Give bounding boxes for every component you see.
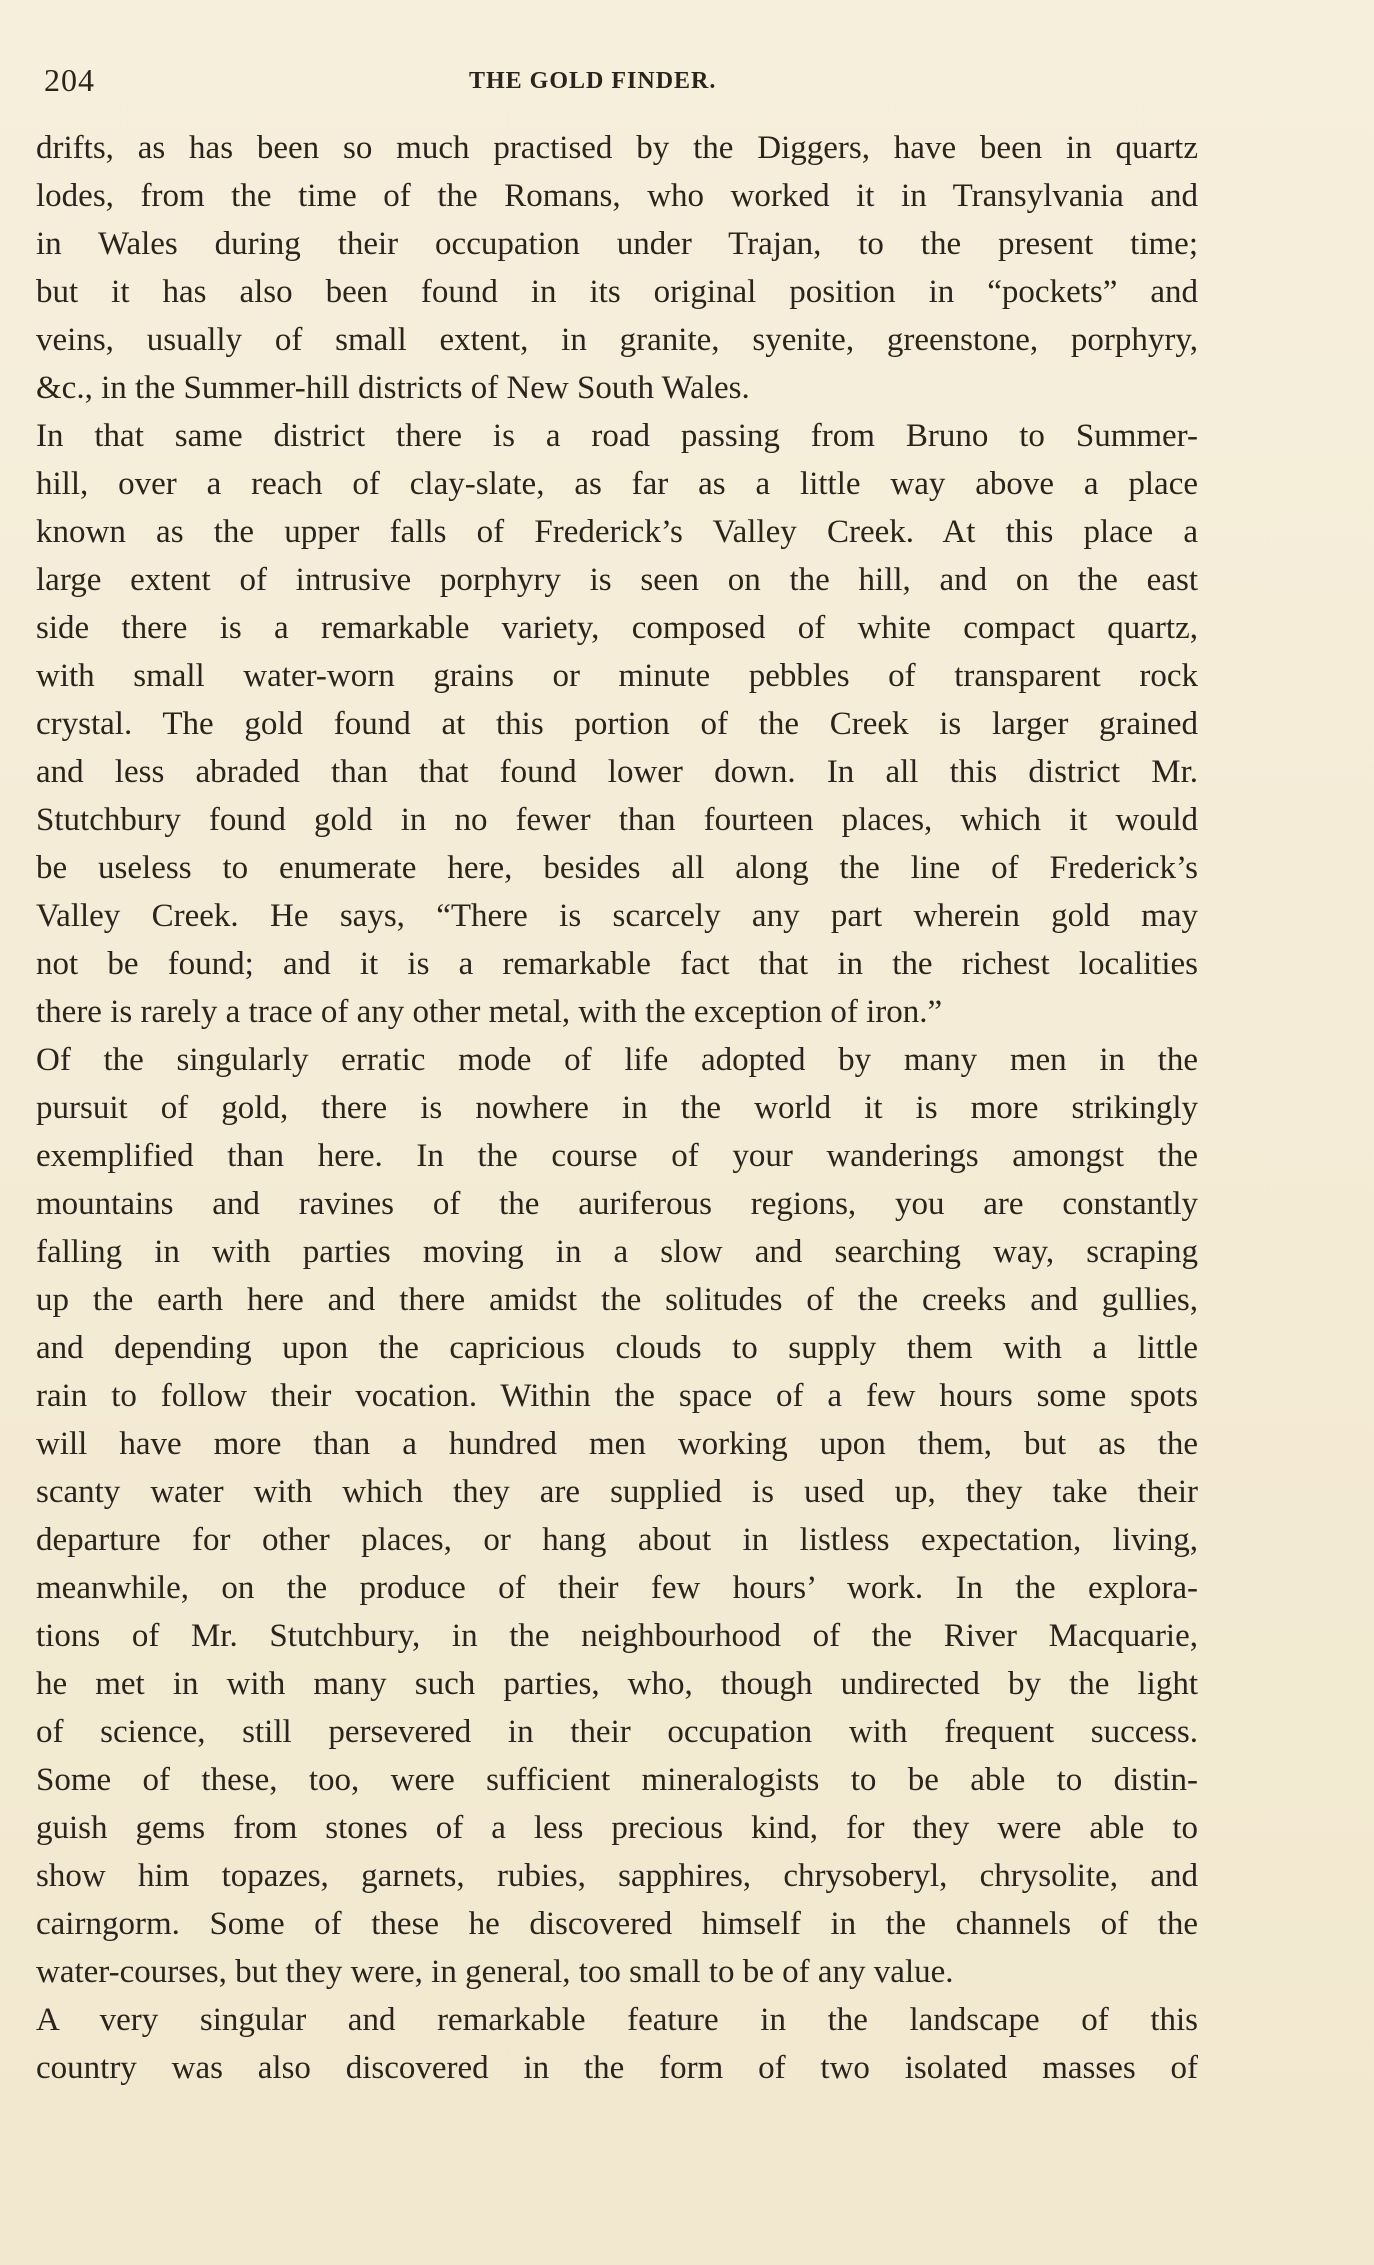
text-line: show him topazes, garnets, rubies, sapphires, chrysoberyl, chrysolite, and	[36, 1858, 1198, 1894]
text-line: falling in with parties moving in a slow and searching way, scraping	[36, 1234, 1198, 1270]
text-line: tions of Mr. Stutchbury, in the neighbourhood of the River Macquarie,	[36, 1618, 1198, 1654]
text-line: cairngorm. Some of these he discovered himself in the channels of the	[36, 1906, 1198, 1942]
text-line: but it has also been found in its original position in “pockets” and	[36, 274, 1198, 310]
text-line: meanwhile, on the produce of their few hours’ work. In the explora-	[36, 1570, 1198, 1606]
text-line: A very singular and remarkable feature in the landscape of this	[36, 2002, 1198, 2038]
text-line: in Wales during their occupation under Trajan, to the present time;	[36, 226, 1198, 262]
text-line: large extent of intrusive porphyry is seen on the hill, and on the east	[36, 562, 1198, 598]
text-line: side there is a remarkable variety, composed of white compact quartz,	[36, 610, 1198, 646]
text-line: will have more than a hundred men working upon them, but as the	[36, 1426, 1198, 1462]
text-line: Stutchbury found gold in no fewer than fourteen places, which it would	[36, 802, 1198, 838]
body-text	[36, 124, 1198, 2092]
paragraph	[36, 1036, 1198, 1996]
text-line: known as the upper falls of Frederick’s Valley Creek. At this place a	[36, 514, 1198, 550]
running-head-title: THE GOLD FINDER.	[469, 68, 717, 94]
text-line: up the earth here and there amidst the solitudes of the creeks and gullies,	[36, 1282, 1198, 1318]
text-line: country was also discovered in the form of two isolated masses of	[36, 2050, 1198, 2086]
text-line: pursuit of gold, there is nowhere in the world it is more strikingly	[36, 1090, 1198, 1126]
text-line: mountains and ravines of the auriferous regions, you are constantly	[36, 1186, 1198, 1222]
text-line: there is rarely a trace of any other metal, with the exception of iron.”	[36, 994, 943, 1030]
running-head	[44, 62, 1204, 102]
paragraph	[36, 412, 1198, 1036]
page-number: 204	[44, 62, 95, 98]
text-line: scanty water with which they are supplied is used up, they take their	[36, 1474, 1198, 1510]
text-line: hill, over a reach of clay-slate, as far as a little way above a place	[36, 466, 1198, 502]
text-line: be useless to enumerate here, besides all along the line of Frederick’s	[36, 850, 1198, 886]
text-line: veins, usually of small extent, in granite, syenite, greenstone, porphyry,	[36, 322, 1198, 358]
text-line: he met in with many such parties, who, though undirected by the light	[36, 1666, 1198, 1702]
text-line: &c., in the Summer-hill districts of New South Wales.	[36, 370, 750, 406]
text-line: not be found; and it is a remarkable fact that in the richest localities	[36, 946, 1198, 982]
text-line: Valley Creek. He says, “There is scarcely any part wherein gold may	[36, 898, 1198, 934]
text-line: and less abraded than that found lower down. In all this district Mr.	[36, 754, 1198, 790]
text-line: In that same district there is a road passing from Bruno to Summer-	[36, 418, 1198, 454]
text-line: guish gems from stones of a less precious kind, for they were able to	[36, 1810, 1198, 1846]
text-line: lodes, from the time of the Romans, who worked it in Transylvania and	[36, 178, 1198, 214]
text-line: crystal. The gold found at this portion of the Creek is larger grained	[36, 706, 1198, 742]
text-line: drifts, as has been so much practised by the Diggers, have been in quartz	[36, 130, 1198, 166]
text-line: Some of these, too, were sufficient mineralogists to be able to distin-	[36, 1762, 1198, 1798]
text-line: and depending upon the capricious clouds to supply them with a little	[36, 1330, 1198, 1366]
paragraph	[36, 1996, 1198, 2092]
text-line: with small water-worn grains or minute pebbles of transparent rock	[36, 658, 1198, 694]
text-line: Of the singularly erratic mode of life adopted by many men in the	[36, 1042, 1198, 1078]
text-line: water-courses, but they were, in general, too small to be of any value.	[36, 1954, 954, 1990]
paragraph	[36, 124, 1198, 412]
text-line: exemplified than here. In the course of your wanderings amongst the	[36, 1138, 1198, 1174]
text-line: rain to follow their vocation. Within the space of a few hours some spots	[36, 1378, 1198, 1414]
text-line: departure for other places, or hang about in listless expectation, living,	[36, 1522, 1198, 1558]
text-line: of science, still persevered in their occupation with frequent success.	[36, 1714, 1198, 1750]
